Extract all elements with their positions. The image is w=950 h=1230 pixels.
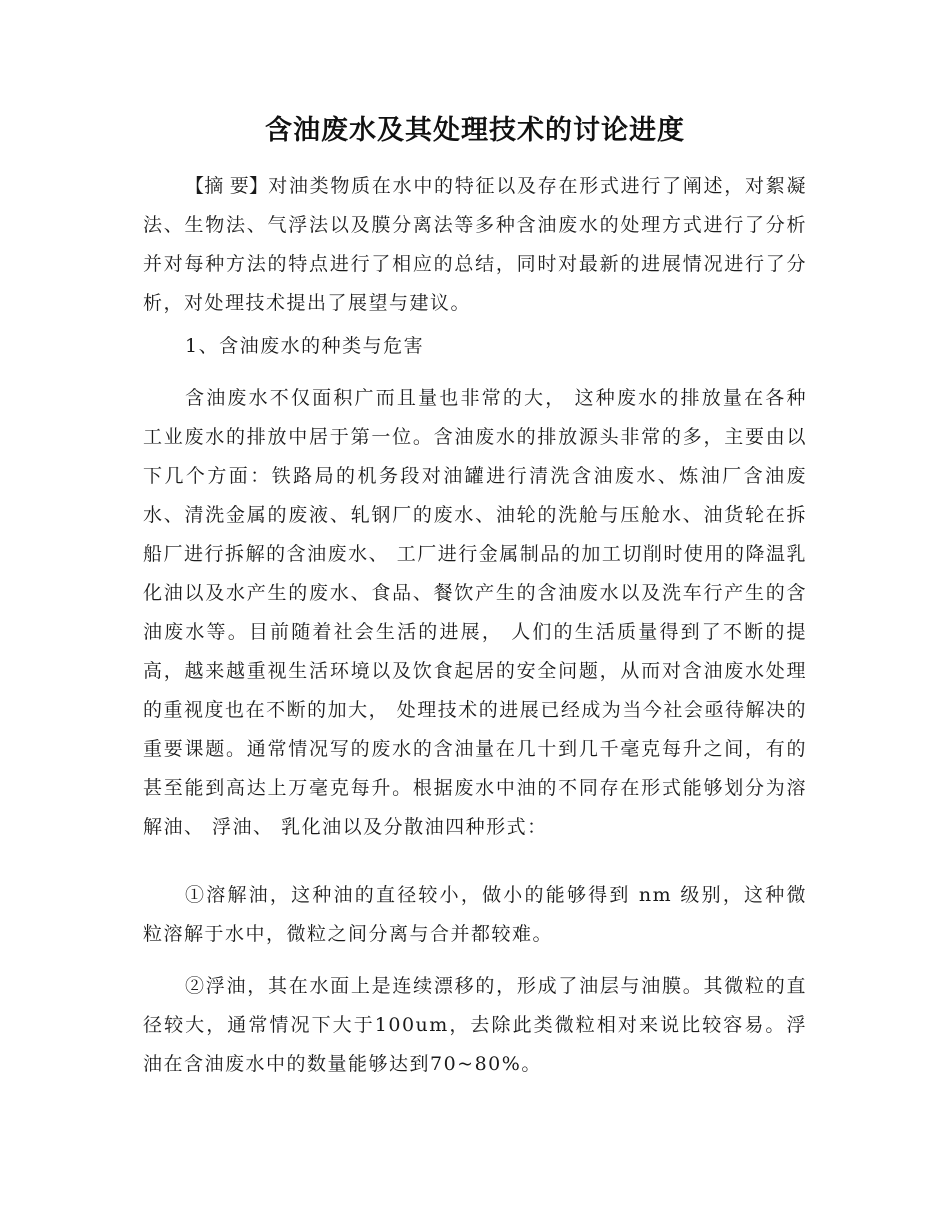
document-title: 含油废水及其处理技术的讨论进度 bbox=[265, 115, 685, 146]
section-1-paragraph: 含油废水不仅面积广而且量也非常的大， 这种废水的排放量在各种工业废水的排放中居于第一位。含油废水的排放源头非常的多，主要由以下几个方面：铁路局的机务段对油罐进行清洗含油废水、炼油厂含油废水、清洗金属的废液、轧钢厂的废水、油轮的洗舱与压舱水、油货轮在拆船厂进行拆解的含油废水、 工厂进行金属制品的加工切削时使用的降温乳化油以及水产生的废水、食品、餐饮产生的含油废水以及洗车行产生的含油废水等。目前随着社会生活的进展， 人们的生活质量得到了不断的提高，越来越重视生活环境以及饮食起居的安全问题，从而对含油废水处理的重视度也在不断的加大， 处理技术的进展已经成为当今社会亟待解决的重要课题。通常情况写的废水的含油量在几十到几千毫克每升之间，有的甚至能到高达上万毫克每升。根据废水中油的不同存在形式能够划分为溶解油、 浮油、 乳化油以及分散油四种形式： bbox=[143, 387, 807, 838]
list-item-floating-oil: ②浮油，其在水面上是连续漂移的，形成了油层与油膜。其微粒的直径较大，通常情况下大于100um，去除此类微粒相对来说比较容易。浮油在含油废水中的数量能够达到70~80%。 bbox=[143, 975, 807, 1075]
abstract-label: 【摘 要】 bbox=[185, 175, 269, 197]
abstract-text: 对油类物质在水中的特征以及存在形式进行了阐述，对絮凝法、生物法、气浮法以及膜分离法等多种含油废水的处理方式进行了分析并对每种方法的特点进行了相应的总结，同时对最新的进展情况进行了分析，对处理技术提出了展望与建议。 bbox=[143, 175, 807, 314]
list-item-dissolved-oil: ①溶解油，这种油的直径较小，做小的能够得到 nm 级别，这种微粒溶解于水中，微粒之间分离与合并都较难。 bbox=[143, 884, 807, 945]
abstract-paragraph bbox=[143, 167, 807, 323]
section-1-heading: 1、含油废水的种类与危害 bbox=[185, 335, 425, 357]
